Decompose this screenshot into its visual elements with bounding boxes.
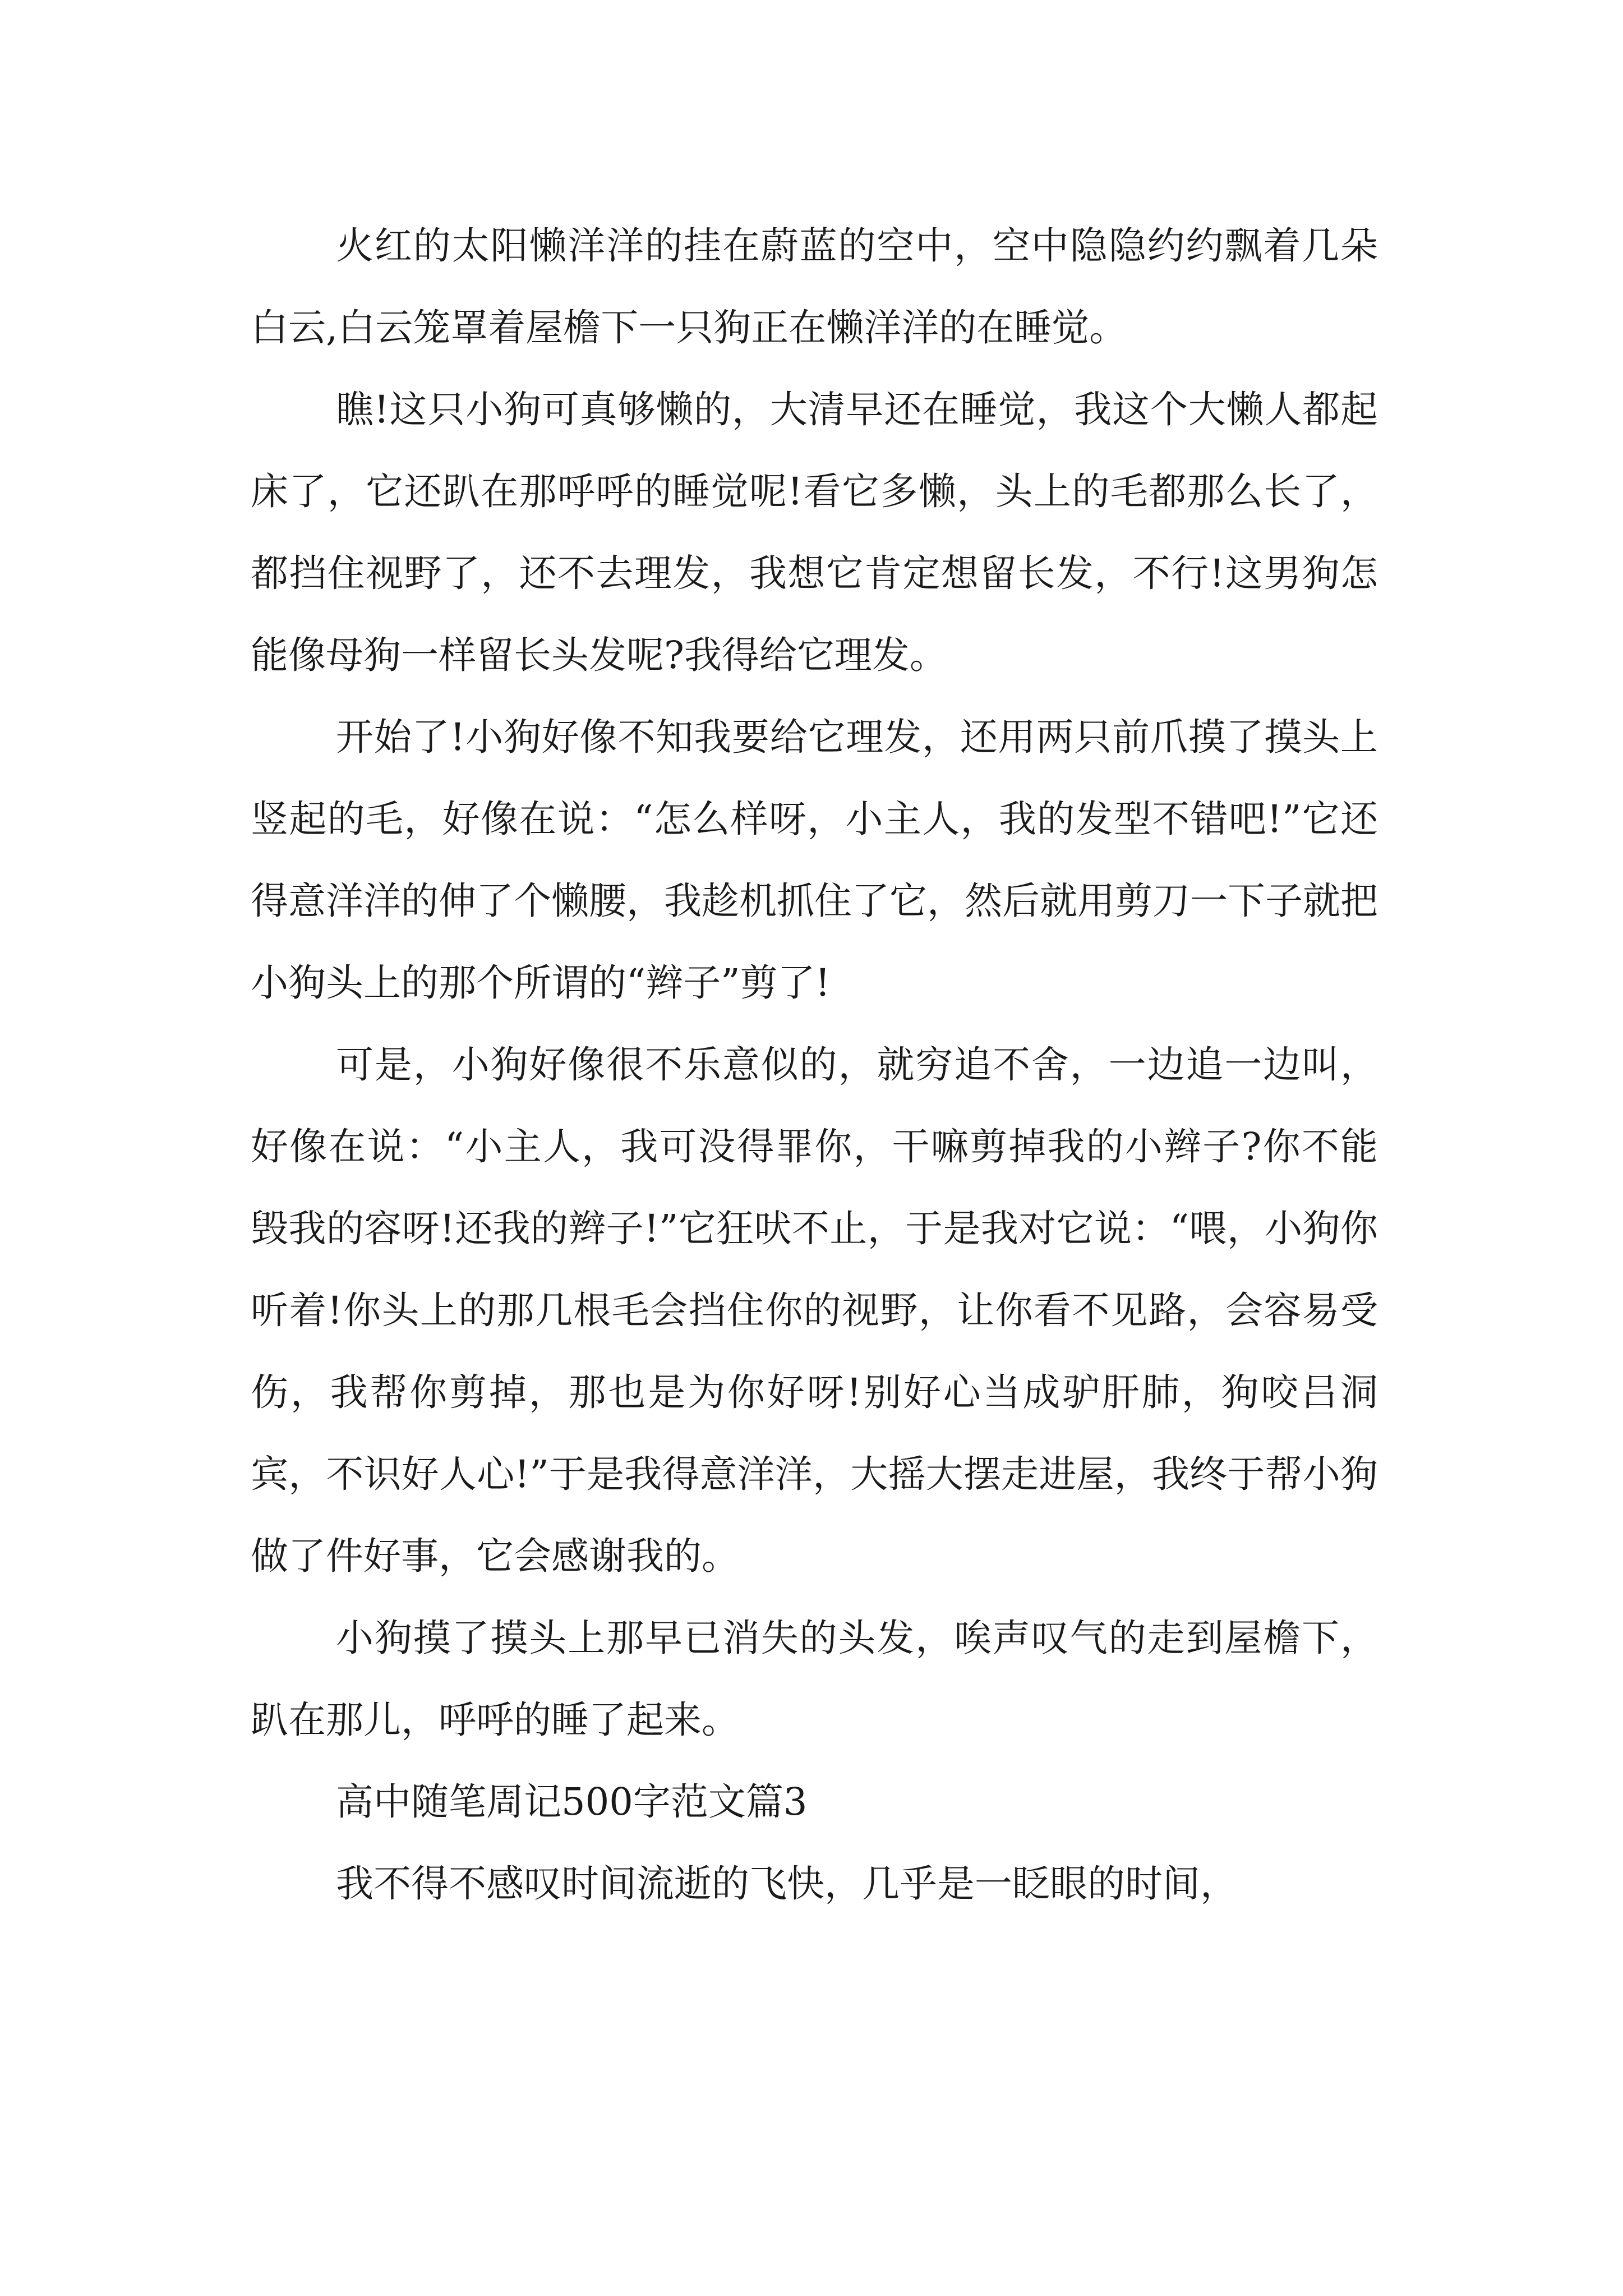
paragraph-sunny-sky: 火红的太阳懒洋洋的挂在蔚蓝的空中，空中隐隐约约飘着几朵白云,白云笼罩着屋檐下一只狗正在懒洋洋的在睡觉。 bbox=[251, 224, 1378, 349]
section-heading: 高中随笔周记500字范文篇3 bbox=[336, 1780, 808, 1824]
paragraph-time-flies: 我不得不感叹时间流逝的飞快，几乎是一眨眼的时间， bbox=[336, 1862, 1238, 1906]
paragraph-dog-sleeps: 小狗摸了摸头上那早已消失的头发，唉声叹气的走到屋檐下，趴在那儿，呼呼的睡了起来。 bbox=[251, 1616, 1378, 1742]
paragraph-dog-chase: 可是，小狗好像很不乐意似的，就穷追不舍，一边追一边叫，好像在说：“小主人，我可没得罪你，干嘛剪掉我的小辫子?你不能毁我的容呀!还我的辫子!”它狂吠不止，于是我对它说：“喂，小狗你听着!你头上的那几根毛会挡住你的视野，让你看不见路，会容易受伤，我帮你剪掉，那也是为你好呀!别好心当成驴肝肺，狗咬吕洞宾，不识好人心!”于是我得意洋洋，大摇大摆走进屋，我终于帮小狗做了件好事，它会感谢我的。 bbox=[251, 1043, 1378, 1578]
paragraph-lazy-dog: 瞧!这只小狗可真够懒的，大清早还在睡觉，我这个大懒人都起床了，它还趴在那呼呼的睡觉呢!看它多懒，头上的毛都那么长了，都挡住视野了，还不去理发，我想它肯定想留长发，不行!这男狗怎能像母狗一样留长头发呢?我得给它理发。 bbox=[251, 388, 1378, 677]
paragraph-haircut-start: 开始了!小狗好像不知我要给它理发，还用两只前爪摸了摸头上竖起的毛，好像在说：“怎么样呀，小主人，我的发型不错吧!”它还得意洋洋的伸了个懒腰，我趁机抓住了它，然后就用剪刀一下子就把小狗头上的那个所谓的“辫子”剪了! bbox=[251, 715, 1378, 1005]
document-body bbox=[251, 205, 1378, 1925]
